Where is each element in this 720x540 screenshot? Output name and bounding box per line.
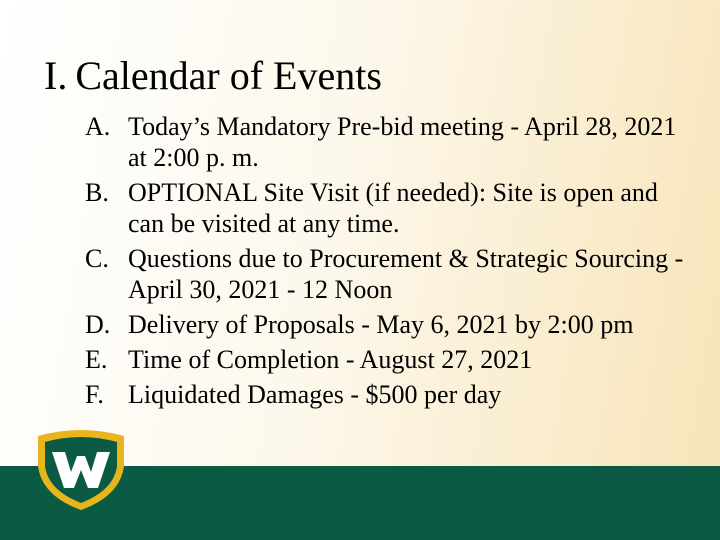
list-item (85, 111, 685, 173)
list-marker: B. (85, 178, 109, 207)
shield-w-logo-icon (32, 426, 130, 512)
events-list (85, 111, 685, 414)
list-marker: D. (85, 310, 111, 339)
list-marker: C. (85, 244, 109, 273)
list-item-text: Time of Completion - August 27, 2021 (128, 345, 533, 374)
list-item (85, 309, 685, 340)
list-item (85, 177, 685, 239)
list-marker: E. (85, 345, 108, 374)
list-marker: F. (85, 380, 104, 409)
list-item (85, 243, 685, 305)
list-item (85, 344, 685, 375)
slide-title (44, 50, 382, 102)
title-text: Calendar of Events (75, 53, 382, 98)
list-marker: A. (85, 112, 111, 141)
list-item-text: Questions due to Procurement & Strategic Sourcing - April 30, 2021 - 12 Noon (128, 244, 684, 304)
list-item (85, 379, 685, 410)
list-item-text: Liquidated Damages - $500 per day (128, 380, 502, 409)
list-item-text: OPTIONAL Site Visit (if needed): Site is open and can be visited at any time. (128, 178, 658, 238)
title-number: I. (44, 53, 68, 98)
list-item-text: Today’s Mandatory Pre-bid meeting - April 28, 2021 at 2:00 p. m. (128, 112, 677, 172)
list-item-text: Delivery of Proposals - May 6, 2021 by 2:00 pm (128, 310, 634, 339)
